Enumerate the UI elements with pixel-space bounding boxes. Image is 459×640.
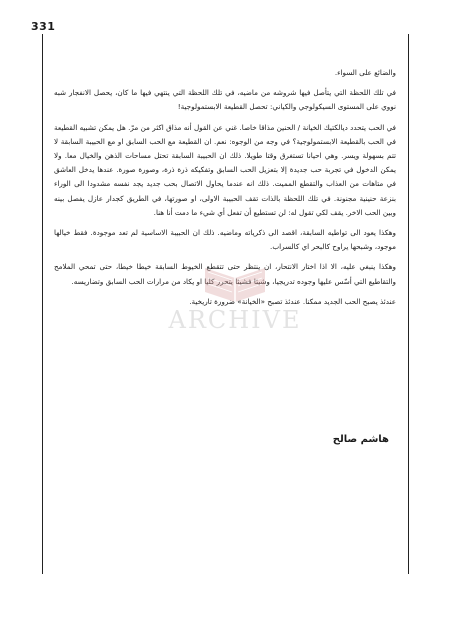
paragraph: في تلك اللحظة التي يتأصل فيها شروشه من ماضيه، في تلك اللحظة التي ينتهي فيها ما كان، يحصل الانفجار شبه نووي على المستوى السيكولوجي والكياني: تحصل القطيعة الابستمولوجية! [54, 88, 396, 112]
paragraph: في الحب يتحدد ديالكتيك الخيانة / الحنين مذاقا خاصا. غني عن القول أنه مذاق اكثر من مرّ. هل يمكن تشبيه القطيعة في الحب بالقطيعة الابستمولوجية؟ في وجه من الوجوه: نعم. ان القطيعة مع الحب السابق او مع الحبيبة السابقة لا تتم بسهولة ويسر. وهي احيانا تستغرق وقتا طويلا. ذلك ان الحبيبة السابقة تحتل مساحات الذهن والخيال معا. ولا يمكن الدخول في تجربة حب جديدة إلا بتعزيل الحب السابق وتفكيكه ذرة ذرة، وصورة صورة. عندها يدخل العاشق في متاهات من العذاب والتقطع المميت. ذلك انه عندما يحاول الاتصال بحب جديد يجد نفسه مشدودا الى الوراء بنزعة حنينية مجنونة. في تلك اللحظة بالذات تقف الحبيبة الاولى، او صورتها، في الطريق كجدار عازل يفصل بينه وبين الحب الاخر. يقف لكي تقول له: لن تستطيع أن تفعل أي شيء ما دمت أنا هنا. [54, 122, 396, 217]
paragraph: عندئذ يصبح الحب الجديد ممكنا. عندئذ تصبح «الخيانة» ضرورة تاريخية. [189, 296, 396, 306]
paragraph: وهكذا ينبغي عليه، الا اذا اختار الانتحار، ان ينتظر حتى تتقطع الخيوط السابقة خيطا خيطا، حتى تمحي الملامح والتقاطيع التي أسّس عليها وجوده تدريجيا، وشيئا فشيئا يتحرر كليا او يكاد من مرارات الحب السابق وتضاريسه. [54, 262, 396, 286]
paragraph: وهكذا يعود الى تواطيه السابقة، اقصد الى ذكرياته وماضيه. ذلك ان الحبيبة الاساسية لم تعد موجودة. فقط خيالها موجود، وشبحها يراوح كالبحر اي كالسراب. [54, 228, 396, 252]
page-number: 331 [31, 20, 56, 33]
article-body [54, 66, 396, 315]
watermark-label: ARCHIVE [168, 306, 302, 334]
author-signature: هاشم صالح [332, 434, 389, 445]
paragraph: والضائع على السواء. [334, 68, 396, 77]
